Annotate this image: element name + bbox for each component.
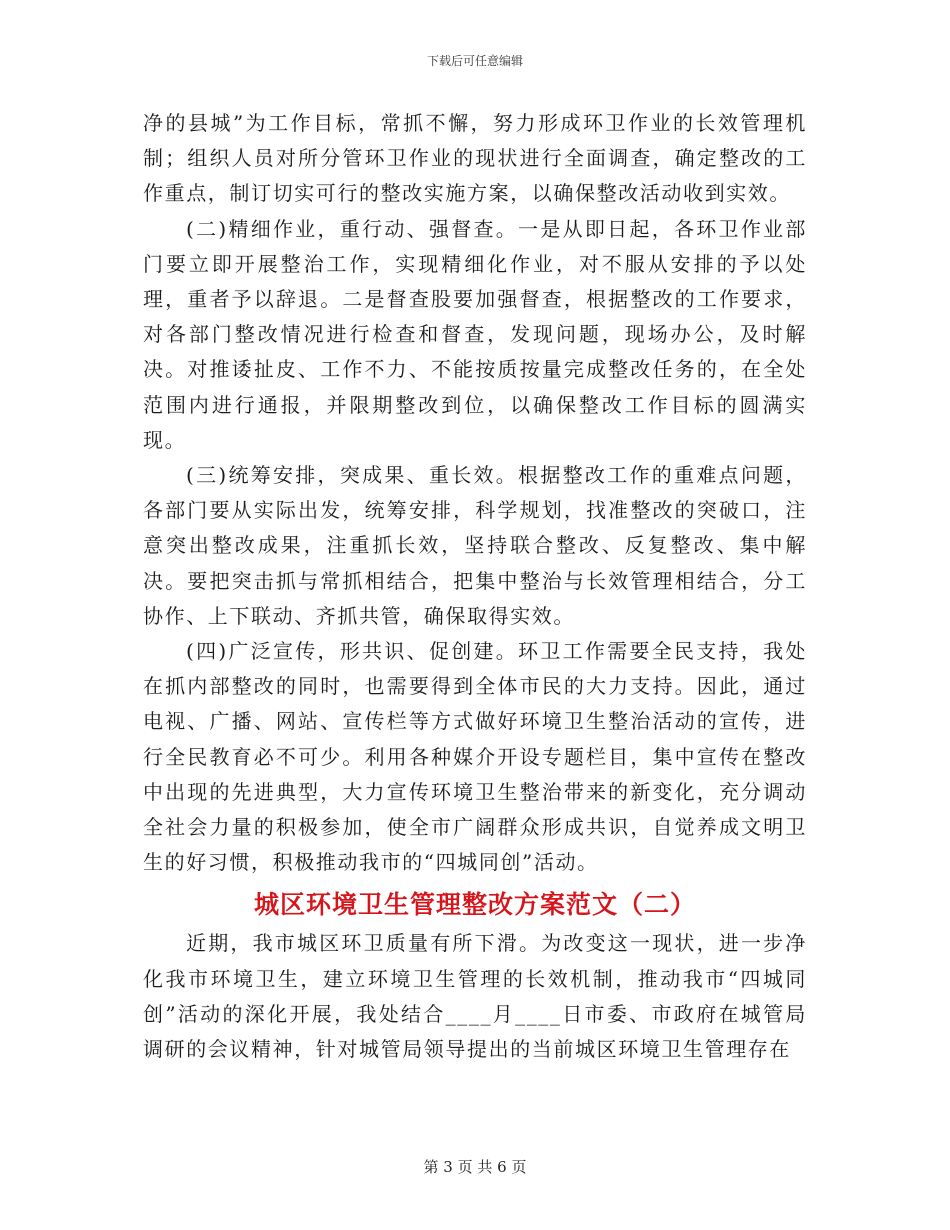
section-title: 城区环境卫生管理整改方案范文（二） bbox=[253, 890, 696, 920]
paragraph-intro: 近期，我市城区环卫质量有所下滑。为改变这一现状，进一步净化我市环境卫生，建立环境卫生管理的长效机制，推动我市“四城同创”活动的深化开展，我处结合____月____日市委、市政府在城管局调研的会议精神，针对城管局领导提出的当前城区环境卫生管理存在 bbox=[143, 931, 807, 1062]
paragraph-section-4: (四)广泛宣传，形共识、促创建。环卫工作需要全民支持，我处在抓内部整改的同时，也需要得到全体市民的大力支持。因此，通过电视、广播、网站、宣传栏等方式做好环境卫生整治活动的宣传，进行全民教育必不可少。利用各种媒介开设专题栏目，集中宣传在整改中出现的先进典型，大力宣传环境卫生整治带来的新变化，充分调动全社会力量的积极参加，使全市广阔群众形成共识，自觉养成文明卫生的好习惯，积极推动我市的“四城同创”活动。 bbox=[143, 639, 807, 875]
paragraph-section-3: (三)统筹安排，突成果、重长效。根据整改工作的重难点问题，各部门要从实际出发，统筹安排，科学规划，找准整改的突破口，注意突出整改成果，注重抓长效，坚持联合整改、反复整改、集中解决。要把突击抓与常抓相结合，把集中整治与长效管理相结合，分工协作、上下联动、齐抓共管，确保取得实效。 bbox=[143, 463, 807, 628]
document-body bbox=[143, 106, 807, 1067]
page-header: 下载后可任意编辑 bbox=[426, 54, 523, 68]
paragraph-section-2: (二)精细作业，重行动、强督查。一是从即日起，各环卫作业部门要立即开展整治工作，实现精细化作业，对不服从安排的予以处理，重者予以辞退。二是督查股要加强督查，根据整改的工作要求，对各部门整改情况进行检查和督查，发现问题，现场办公，及时解决。对推诿扯皮、工作不力、不能按质按量完成整改任务的，在全处范围内进行通报，并限期整改到位，以确保整改工作目标的圆满实现。 bbox=[143, 216, 807, 452]
paragraph-continuation: 净的县城”为工作目标，常抓不懈，努力形成环卫作业的长效管理机制；组织人员对所分管环卫作业的现状进行全面调查，确定整改的工作重点，制订切实可行的整改实施方案，以确保整改活动收到实效。 bbox=[143, 111, 807, 206]
page-number: 第 3 页 共 6 页 bbox=[423, 1158, 527, 1176]
